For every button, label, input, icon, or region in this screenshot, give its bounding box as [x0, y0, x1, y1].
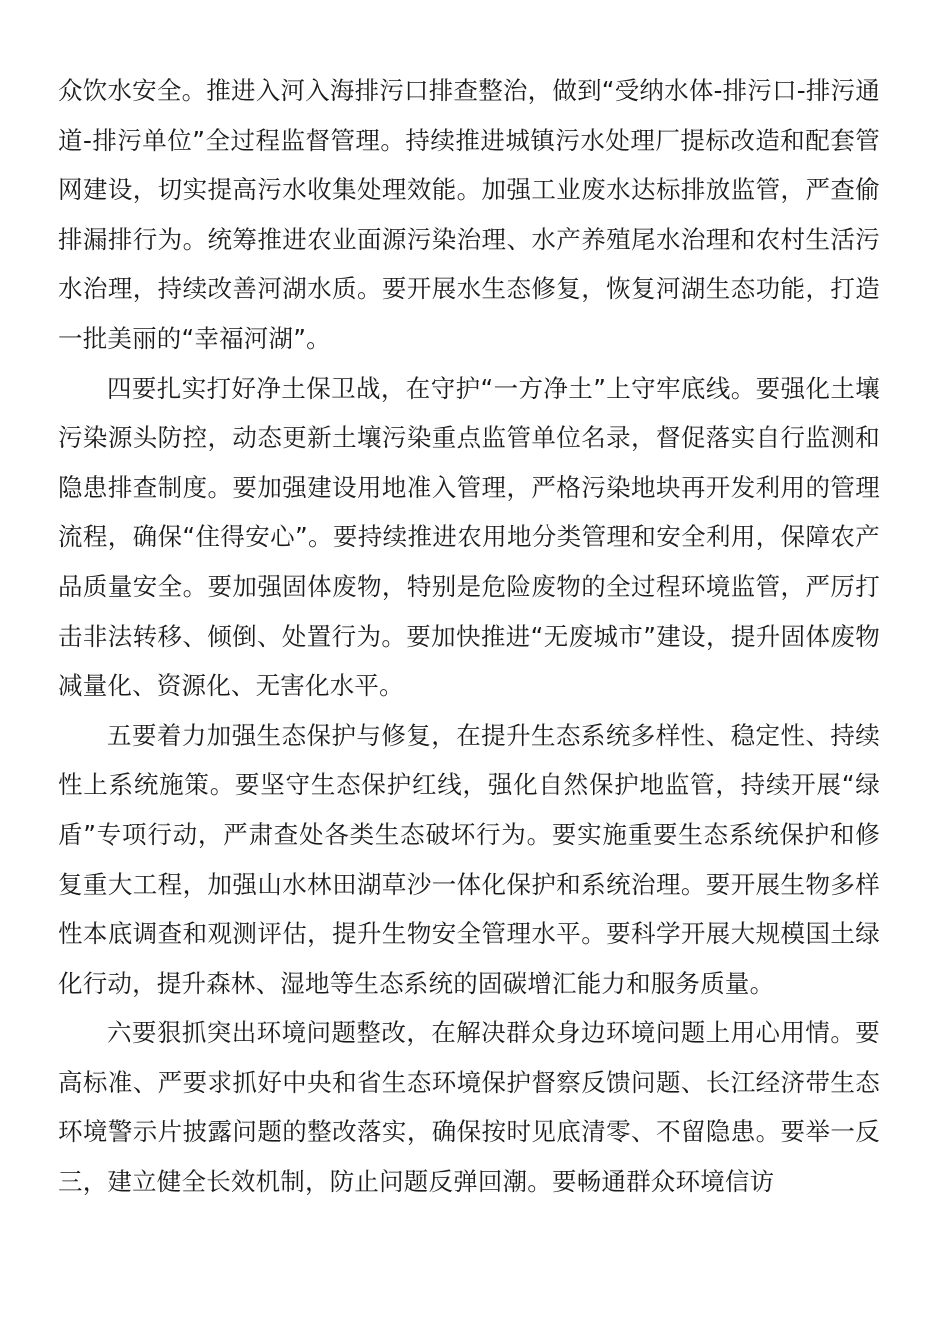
paragraph-problem-rectification: 六要狠抓突出环境问题整改，在解决群众身边环境问题上用心用情。要高标准、严要求抓好中央和省生态环境保护督察反馈问题、长江经济带生态环境警示片披露问题的整改落实，确保按时见底清零、不留隐患。要举一反三，建立健全长效机制，防止问题反弹回潮。要畅通群众环境信访 — [58, 1018, 880, 1197]
paragraph-soil-protection: 四要扎实打好净土保卫战，在守护“一方净土”上守牢底线。要强化土壤污染源头防控，动态更新土壤污染重点监管单位名录，督促落实自行监测和隐患排查制度。要加强建设用地准入管理，严格污染地块再开发利用的管理流程，确保“住得安心”。要持续推进农用地分类管理和安全利用，保障农产品质量安全。要加强固体废物，特别是危险废物的全过程环境监管，严厉打击非法转移、倾倒、处置行为。要加快推进“无废城市”建设，提升固体废物减量化、资源化、无害化水平。 — [58, 373, 880, 701]
paragraph-ecological-protection: 五要着力加强生态保护与修复，在提升生态系统多样性、稳定性、持续性上系统施策。要坚守生态保护红线，强化自然保护地监管，持续开展“绿盾”专项行动，严肃查处各类生态破坏行为。要实施重要生态系统保护和修复重大工程，加强山水林田湖草沙一体化保护和系统治理。要开展生物多样性本底调查和观测评估，提升生物安全管理水平。要科学开展大规模国土绿化行动，提升森林、湿地等生态系统的固碳增汇能力和服务质量。 — [58, 720, 880, 998]
paragraph-continued: 众饮水安全。推进入河入海排污口排查整治，做到“受纳水体-排污口-排污通道-排污单位”全过程监督管理。持续推进城镇污水处理厂提标改造和配套管网建设，切实提高污水收集处理效能。加强工业废水达标排放监管，严查偷排漏排行为。统筹推进农业面源污染治理、水产养殖尾水治理和农村生活污水治理，持续改善河湖水质。要开展水生态修复，恢复河湖生态功能，打造一批美丽的“幸福河湖”。 — [58, 76, 880, 353]
